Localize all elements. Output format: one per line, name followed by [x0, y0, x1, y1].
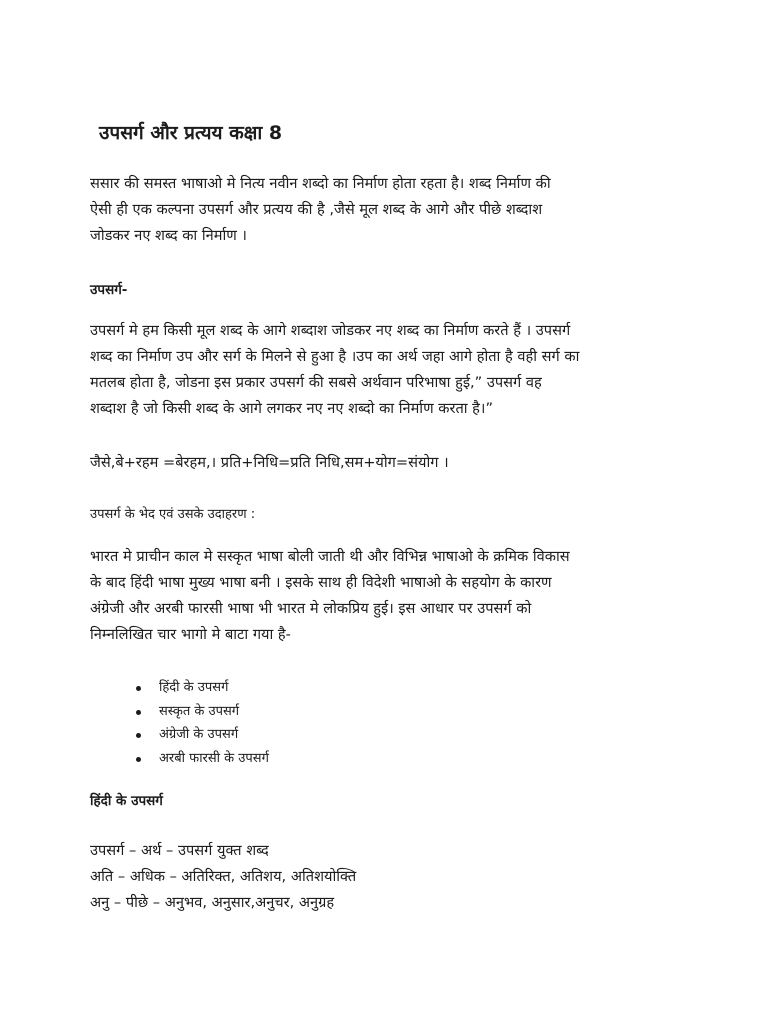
list-item-label: सस्कृत के उपसर्ग	[159, 703, 240, 719]
history-line: भारत मे प्राचीन काल मे सस्कृत भाषा बोली जाती थी और विभिन्न भाषाओ के क्रमिक विकास	[90, 548, 570, 565]
definition-line: मतलब होता है, जोडना इस प्रकार उपसर्ग की सबसे अर्थवान परिभाषा हुई,” उपसर्ग वह	[90, 374, 542, 391]
bullet-icon	[136, 686, 141, 691]
upsarg-heading: उपसर्ग-	[90, 282, 128, 298]
table-row: उपसर्ग – अर्थ – उपसर्ग युक्त शब्द	[90, 842, 269, 859]
list-item	[134, 723, 269, 747]
intro-line: ऐसी ही एक कल्पना उपसर्ग और प्रत्यय की है ,जैसे मूल शब्द के आगे और पीछे शब्दाश	[90, 201, 543, 218]
history-line: अंग्रेजी और अरबी फारसी भाषा भी भारत मे लोकप्रिय हुई। इस आधार पर उपसर्ग को	[90, 600, 532, 617]
list-item-label: हिंदी के उपसर्ग	[159, 680, 229, 695]
intro-line: जोडकर नए शब्द का निर्माण ।	[90, 227, 247, 244]
bullet-icon	[136, 710, 141, 715]
types-heading: उपसर्ग के भेद एवं उसके उदाहरण :	[90, 507, 256, 522]
history-line: निम्नलिखित चार भागो मे बाटा गया है-	[90, 626, 291, 643]
list-item	[134, 700, 269, 724]
upsarg-definition-paragraph	[90, 318, 700, 422]
page-title: उपसर्ग और प्रत्यय कक्षा 8	[99, 122, 283, 144]
list-item	[134, 676, 269, 700]
bullet-icon	[136, 733, 141, 738]
definition-line: शब्दाश है जो किसी शब्द के आगे लगकर नए नए शब्दो का निर्माण करता है।”	[90, 400, 494, 417]
list-item	[134, 747, 269, 771]
definition-line: उपसर्ग मे हम किसी मूल शब्द के आगे शब्दाश जोडकर नए शब्द का निर्माण करते हैं । उपसर्ग	[90, 322, 571, 339]
hindi-upsarg-heading: हिंदी के उपसर्ग	[90, 793, 163, 809]
history-paragraph	[90, 544, 700, 648]
intro-paragraph	[90, 171, 700, 249]
table-row: अति – अधिक – अतिरिक्त, अतिशय, अतिशयोक्ति	[90, 868, 357, 885]
types-list	[134, 676, 269, 770]
list-item-label: अंग्रेजी के उपसर्ग	[159, 727, 239, 742]
definition-line: शब्द का निर्माण उप और सर्ग के मिलने से हुआ है ।उप का अर्थ जहा आगे होता है वही सर्ग का	[90, 348, 580, 365]
intro-line: ससार की समस्त भाषाओ मे नित्य नवीन शब्दो का निर्माण होता रहता है। शब्द निर्माण की	[90, 175, 551, 192]
history-line: के बाद हिंदी भाषा मुख्य भाषा बनी । इसके साथ ही विदेशी भाषाओ के सहयोग के कारण	[90, 574, 552, 591]
table-row: अनु – पीछे – अनुभव, अनुसार,अनुचर, अनुग्रह	[90, 894, 335, 911]
examples-line: जैसे,बे+रहम =बेरहम,। प्रति+निधि=प्रति निधि,सम+योग=संयोग ।	[90, 454, 449, 471]
list-item-label: अरबी फारसी के उपसर्ग	[159, 750, 269, 766]
upsarg-table	[90, 838, 700, 916]
examples-paragraph	[90, 450, 700, 476]
bullet-icon	[136, 757, 141, 762]
